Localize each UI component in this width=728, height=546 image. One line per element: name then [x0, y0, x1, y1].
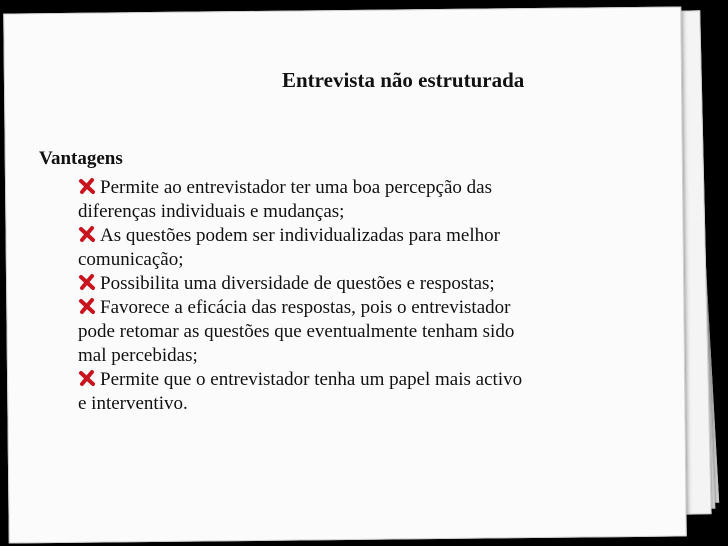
advantages-list [78, 176, 658, 416]
list-item [78, 368, 658, 416]
red-x-mark-icon [78, 177, 96, 195]
list-item [78, 272, 658, 296]
list-item-continuation: mal percebidas; [78, 345, 198, 366]
list-item-text: Permite ao entrevistador ter uma boa percepção das [100, 177, 492, 198]
list-item-continuation: comunicação; [78, 249, 184, 270]
red-x-mark-icon [78, 369, 96, 387]
list-item-text: Permite que o entrevistador tenha um papel mais activo [100, 369, 523, 390]
list-item-continuation: pode retomar as questões que eventualmente tenham sido [78, 321, 515, 342]
red-x-mark-icon [78, 273, 96, 291]
list-item-text: Favorece a eficácia das respostas, pois o entrevistador [100, 297, 511, 318]
list-item-continuation: e interventivo. [78, 393, 188, 414]
list-item [78, 176, 658, 224]
red-x-mark-icon [78, 225, 96, 243]
list-item-text: Possibilita uma diversidade de questões e respostas; [100, 273, 495, 294]
section-heading: Vantagens [39, 148, 123, 169]
list-item [78, 224, 658, 272]
slide-title: Entrevista não estruturada [282, 68, 525, 92]
list-item-continuation: diferenças individuais e mudanças; [78, 201, 345, 222]
list-item [78, 296, 658, 368]
list-item-text: As questões podem ser individualizadas para melhor [100, 225, 500, 246]
red-x-mark-icon [78, 297, 96, 315]
